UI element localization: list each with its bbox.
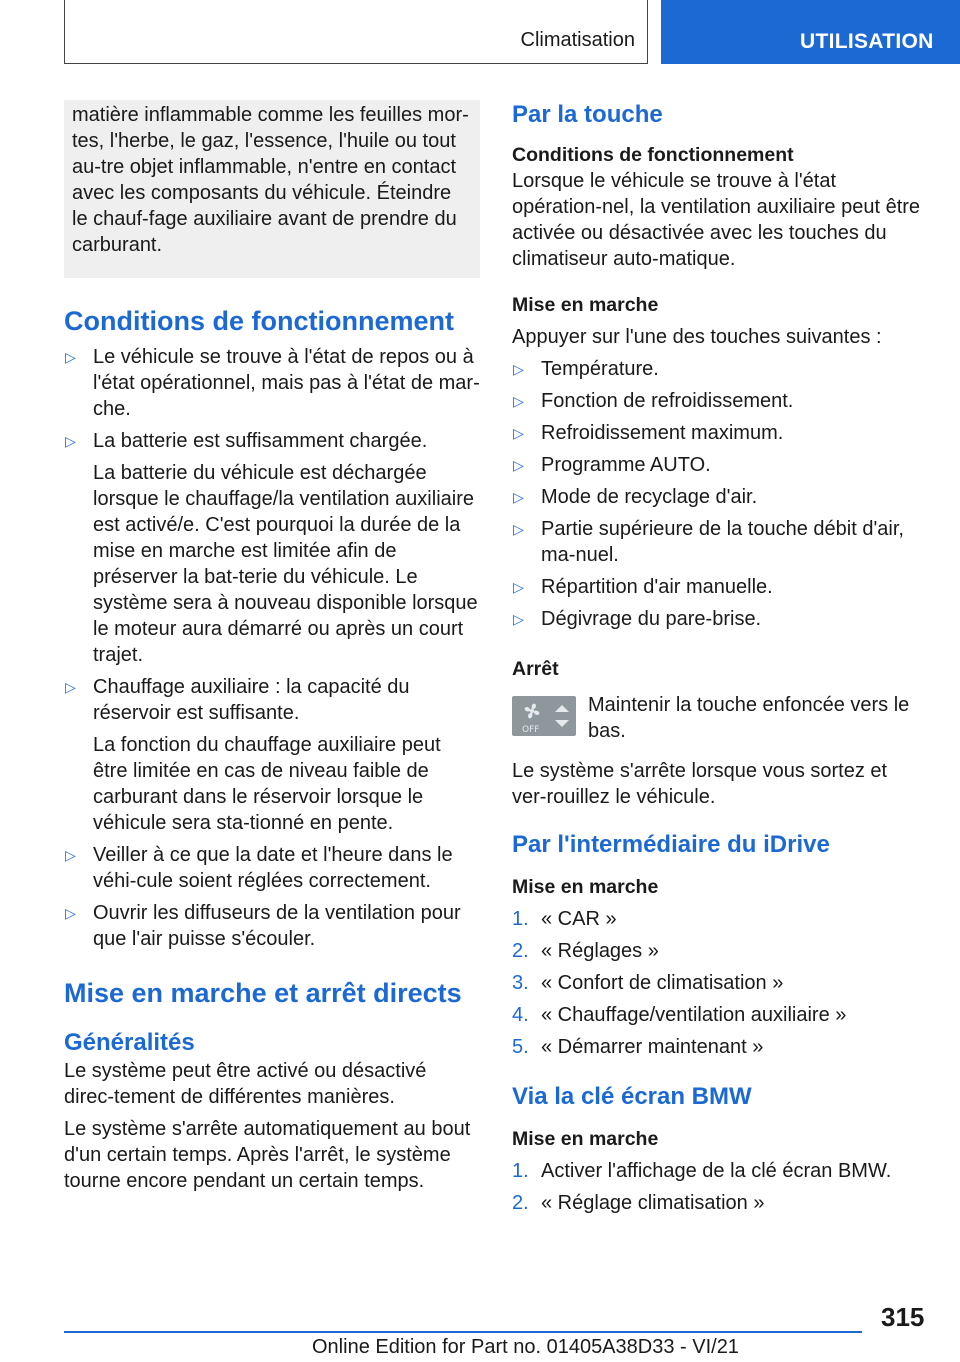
list-item: 5. « Démarrer maintenant » bbox=[512, 1036, 764, 1058]
list-item: ▷ Partie supérieure de la touche débit d'air, ma-nuel. bbox=[513, 518, 904, 566]
on-intro: Appuyer sur l'une des touches suivantes : bbox=[512, 326, 882, 348]
list-item: 2. « Réglages » bbox=[512, 940, 659, 962]
list-item: 4. « Chauffage/ventilation auxiliaire » bbox=[512, 1004, 847, 1026]
triangle-bullet-icon: ▷ bbox=[65, 433, 76, 449]
list-item: ▷ Répartition d'air manuelle. bbox=[513, 576, 773, 598]
list-item: 1. « CAR » bbox=[512, 908, 617, 930]
list-item: ▷ Le véhicule se trouve à l'état de repos ou à l'état opérationnel, mais pas à l'état de mar-che. bbox=[65, 346, 480, 420]
svg-text:OFF: OFF bbox=[522, 725, 540, 735]
right-column bbox=[512, 100, 926, 1216]
fan-off-button-icon bbox=[512, 696, 576, 736]
key-steps bbox=[512, 1158, 926, 1216]
fan-icon bbox=[512, 696, 576, 736]
touch-conditions-text: Lorsque le véhicule se trouve à l'état opération-nel, la ventilation auxiliaire peut être activée ou désactivée avec les touches du climatiseur auto-matique. bbox=[512, 170, 921, 270]
warning-box bbox=[64, 100, 480, 278]
chapter-title: UTILISATION bbox=[800, 30, 934, 53]
list-item: ▷ Chauffage auxiliaire : la capacité du réservoir est suffisante. La fonction du chauffage auxiliaire peut être limitée en cas de niveau faible de carburant dans le réservoir lorsque le véhicule sera sta-tionné en pente. bbox=[64, 674, 480, 836]
triangle-bullet-icon: ▷ bbox=[65, 679, 76, 695]
warning-text: matière inflammable comme les feuilles mor-tes, l'herbe, le gaz, l'essence, l'huile ou tout au-tre objet inflammable, n'entre en contact avec les composants du véhicule. Éteindre le chauf-fage auxiliaire avant de prendre du carburant. bbox=[72, 104, 469, 256]
list-item-note: La batterie du véhicule est déchargée lorsque le chauffage/la ventilation auxiliaire est activé/e. C'est pourquoi la durée de la mise en marche est limitée afin de préserver la bat-terie du véhicule. Le système sera à nouveau disponible lorsque le moteur aura démarré ou après un court trajet. bbox=[93, 462, 478, 666]
section-title: Climatisation bbox=[520, 29, 635, 51]
key-subheading: Mise en marche bbox=[512, 1128, 659, 1150]
general-paragraph: Le système s'arrête automatiquement au bout d'un certain temps. Après l'arrêt, le système tourne encore pendant un certain temps. bbox=[64, 1118, 471, 1192]
triangle-bullet-icon: ▷ bbox=[513, 425, 524, 441]
off-row bbox=[512, 692, 926, 748]
chapter-tab bbox=[661, 0, 960, 64]
list-item: ▷ Programme AUTO. bbox=[513, 454, 711, 476]
on-heading: Mise en marche bbox=[512, 294, 659, 316]
footer-divider bbox=[64, 1331, 862, 1333]
off-heading: Arrêt bbox=[512, 658, 559, 680]
general-heading: Généralités bbox=[64, 1029, 195, 1056]
list-item: ▷ Ouvrir les diffuseurs de la ventilation pour que l'air puisse s'écouler. bbox=[65, 902, 461, 950]
list-item: ▷ La batterie est suffisamment chargée. La batterie du véhicule est déchargée lorsque le chauffage/la ventilation auxiliaire est activé/e. C'est pourquoi la durée de la mise en marche est limitée afin de préserver la bat-terie du véhicule. Le système sera à nouveau disponible lorsque le moteur aura démarré ou après un court trajet. bbox=[64, 428, 480, 668]
off-note: Le système s'arrête lorsque vous sortez et ver-rouillez le véhicule. bbox=[512, 760, 888, 808]
touch-heading: Par la touche bbox=[512, 101, 663, 128]
list-item-note: La fonction du chauffage auxiliaire peut être limitée en cas de niveau faible de carburant dans le réservoir lorsque le véhicule sera sta-tionné en pente. bbox=[93, 734, 441, 834]
conditions-list bbox=[64, 344, 480, 952]
triangle-bullet-icon: ▷ bbox=[513, 393, 524, 409]
triangle-bullet-icon: ▷ bbox=[513, 489, 524, 505]
list-item: 1. Activer l'affichage de la clé écran BMW. bbox=[512, 1160, 892, 1182]
triangle-bullet-icon: ▷ bbox=[65, 847, 76, 863]
list-item: ▷ Dégivrage du pare-brise. bbox=[513, 608, 762, 630]
on-list bbox=[512, 356, 926, 632]
off-text: Maintenir la touche enfoncée vers le bas. bbox=[588, 694, 910, 742]
list-item: ▷ Fonction de refroidissement. bbox=[513, 390, 794, 412]
page-number: 315 bbox=[881, 1302, 925, 1332]
direct-heading: Mise en marche et arrêt directs bbox=[64, 978, 462, 1008]
left-column bbox=[64, 100, 480, 1194]
triangle-bullet-icon: ▷ bbox=[65, 349, 76, 365]
key-heading: Via la clé écran BMW bbox=[512, 1083, 752, 1110]
idrive-subheading: Mise en marche bbox=[512, 876, 659, 898]
touch-conditions-heading: Conditions de fonctionnement bbox=[512, 144, 794, 166]
conditions-heading: Conditions de fonctionnement bbox=[64, 306, 454, 336]
list-item: 3. « Confort de climatisation » bbox=[512, 972, 784, 994]
triangle-bullet-icon: ▷ bbox=[513, 521, 524, 537]
triangle-bullet-icon: ▷ bbox=[513, 579, 524, 595]
list-item: ▷ Veiller à ce que la date et l'heure dans le véhi-cule soient réglées correctement. bbox=[65, 844, 453, 892]
list-item: ▷ Refroidissement maximum. bbox=[513, 422, 784, 444]
triangle-bullet-icon: ▷ bbox=[513, 361, 524, 377]
footer-edition: Online Edition for Part no. 01405A38D33 - VI/21 bbox=[312, 1336, 739, 1358]
list-item: 2. « Réglage climatisation » bbox=[512, 1192, 765, 1214]
triangle-bullet-icon: ▷ bbox=[513, 611, 524, 627]
triangle-bullet-icon: ▷ bbox=[513, 457, 524, 473]
triangle-bullet-icon: ▷ bbox=[65, 905, 76, 921]
idrive-heading: Par l'intermédiaire du iDrive bbox=[512, 831, 830, 858]
general-paragraph: Le système peut être activé ou désactivé direc-tement de différentes manières. bbox=[64, 1060, 427, 1108]
list-item: ▷ Température. bbox=[513, 358, 659, 380]
running-header-section bbox=[64, 0, 648, 64]
idrive-steps bbox=[512, 906, 926, 1060]
list-item: ▷ Mode de recyclage d'air. bbox=[513, 486, 758, 508]
